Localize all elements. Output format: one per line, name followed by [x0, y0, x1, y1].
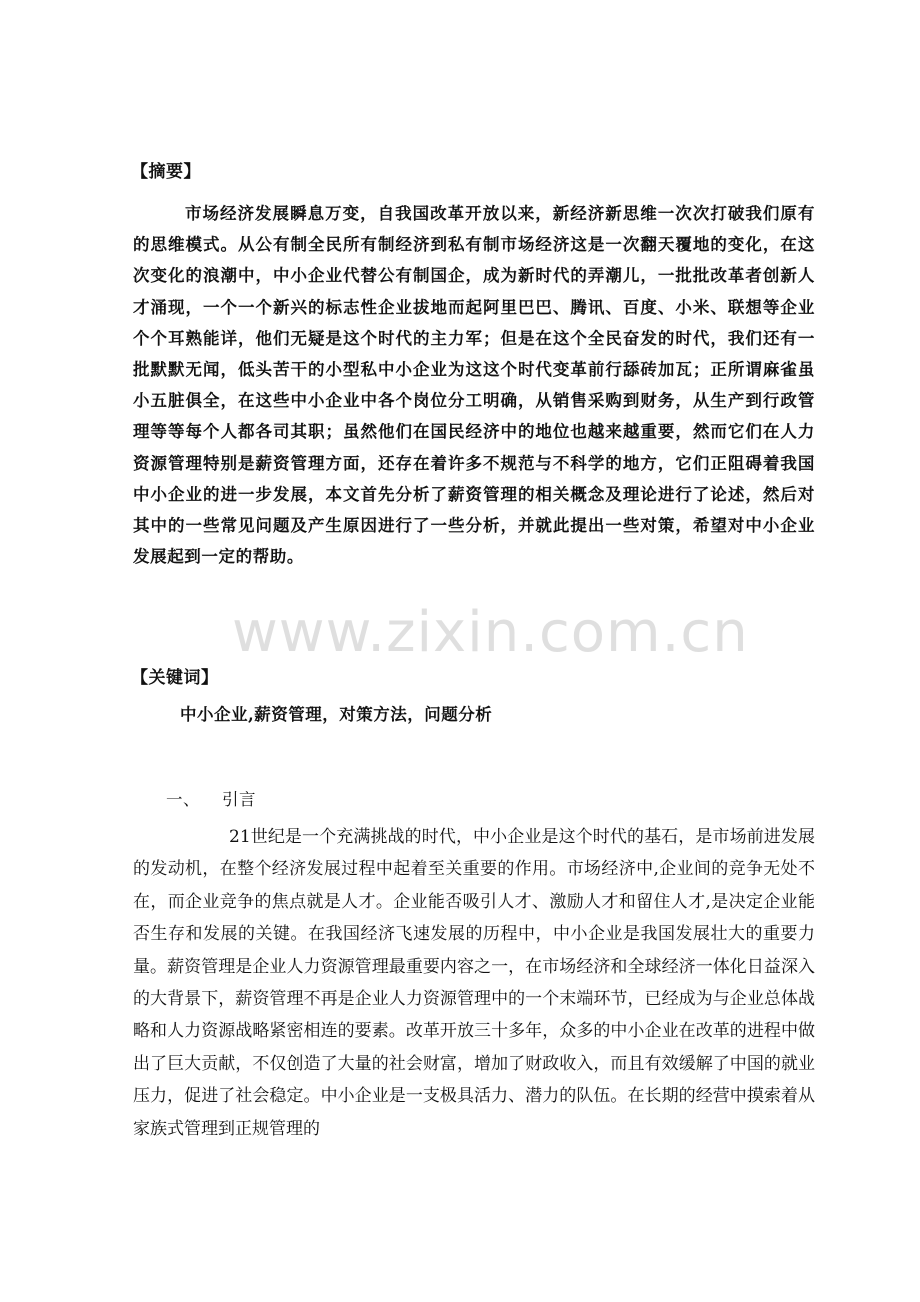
intro-heading: [166, 788, 256, 812]
intro-section-title: 引言: [222, 790, 256, 809]
keywords-body: 中小企业,薪资管理，对策方法，问题分析: [180, 705, 493, 724]
keywords-heading: 【关键词】: [131, 668, 219, 688]
abstract-heading: 【摘要】: [131, 162, 201, 182]
intro-body: 21世纪是一个充满挑战的时代，中小企业是这个时代的基石，是市场前进发展的发动机，在整个经济发展过程中起着至关重要的作用。市场经济中,企业间的竞争无处不在，而企业竞争的焦点就是人才。企业能否吸引人才、激励人才和留住人才,是决定企业能否生存和发展的关键。在我国经济飞速发展的历程中，中小企业是我国发展壮大的重要力量。薪资管理是企业人力资源管理最重要内容之一，在市场经济和全球经济一体化日益深入的大背景下，薪资管理不再是企业人力资源管理中的一个末端环节，已经成为与企业总体战略和人力资源战略紧密相连的要素。改革开放三十多年，众多的中小企业在改革的进程中做出了巨大贡献，不仅创造了大量的社会财富，增加了财政收入，而且有效缓解了中国的就业压力，促进了社会稳定。中小企业是一支极具活力、潜力的队伍。在长期的经营中摸索着从家族式管理到正规管理的: [133, 827, 815, 1139]
watermark: www.zixin.com.cn: [232, 600, 749, 665]
intro-section-number: 一、: [166, 790, 200, 809]
abstract-body: 市场经济发展瞬息万变，自我国改革开放以来，新经济新思维一次次打破我们原有的思维模式。从公有制全民所有制经济到私有制市场经济这是一次翻天覆地的变化，在这次变化的浪潮中，中小企业代替公有制国企，成为新时代的弄潮儿，一批批改革者创新人才涌现，一个一个新兴的标志性企业拔地而起阿里巴巴、腾讯、百度、小米、联想等企业个个耳熟能详，他们无疑是这个时代的主力军；但是在这个全民奋发的时代，我们还有一批默默无闻，低头苦干的小型私中小企业为这这个时代变革前行舔砖加瓦；正所谓麻雀虽小五脏俱全，在这些中小企业中各个岗位分工明确，从销售采购到财务，从生产到行政管理等等每个人都各司其职；虽然他们在国民经济中的地位也越来越重要，然而它们在人力资源管理特别是薪资管理方面，还存在着许多不规范与不科学的地方，它们正阻碍着我国中小企业的进一步发展，本文首先分析了薪资管理的相关概念及理论进行了论述，然后对其中的一些常见问题及产生原因进行了一些分析，并就此提出一些对策，希望对中小企业发展起到一定的帮助。: [133, 204, 815, 567]
